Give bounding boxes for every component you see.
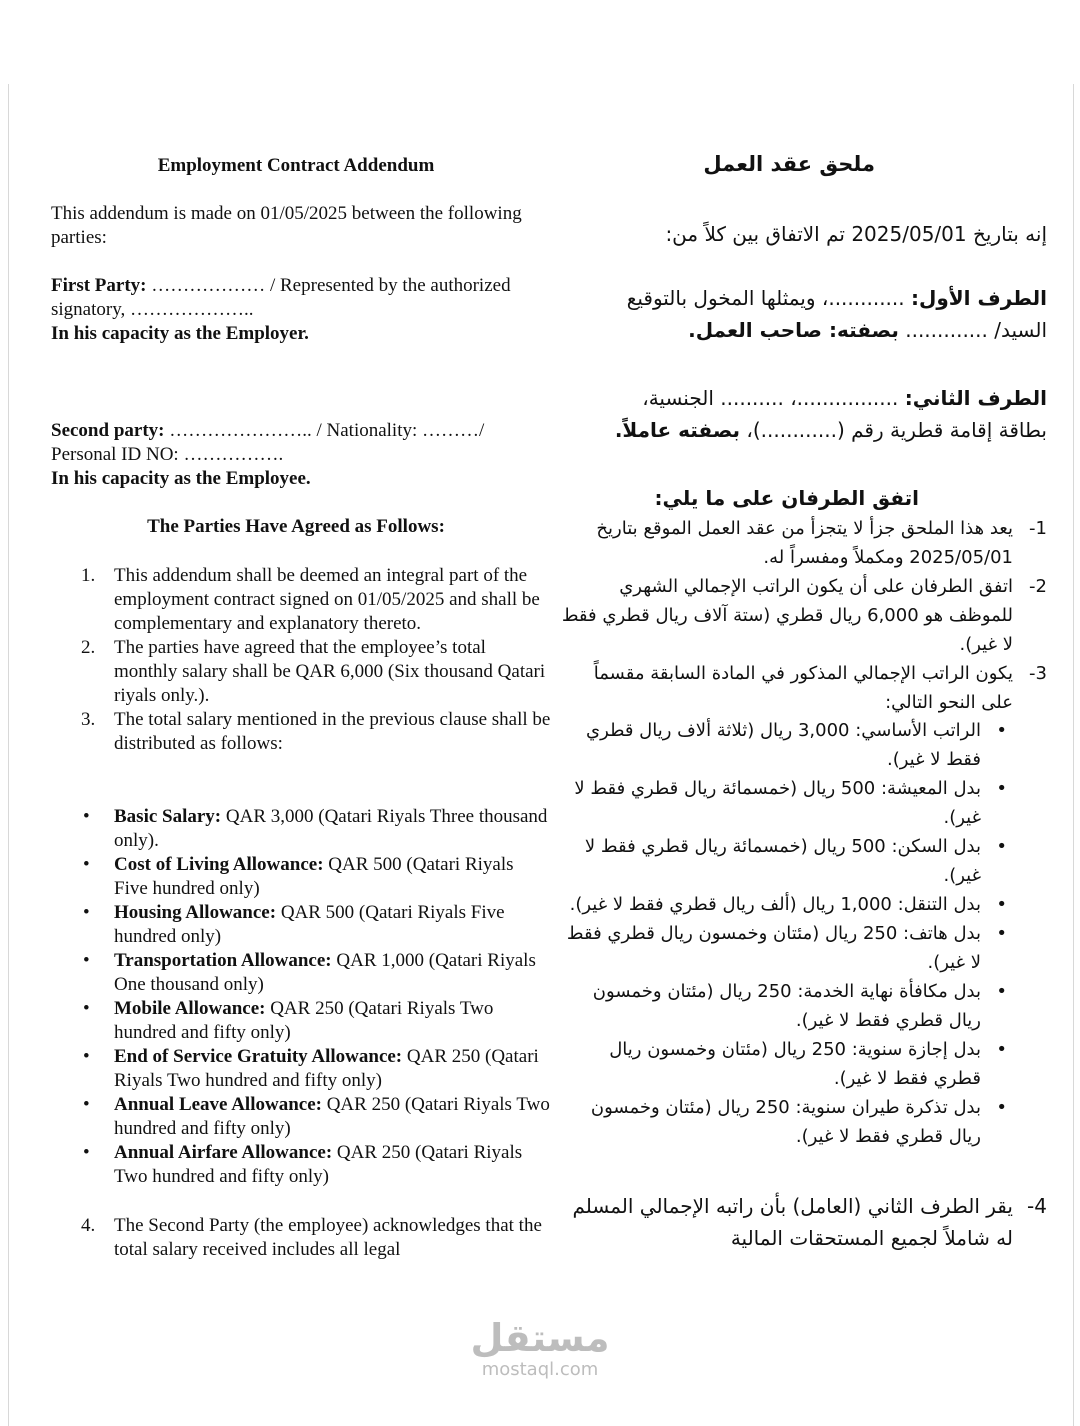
clause-number: 3. xyxy=(81,709,96,730)
ar-allowance-text: بدل التنقل: 1,000 ريال (ألف ريال قطري فقط لا غير). xyxy=(569,894,981,915)
arabic-clauses xyxy=(557,514,1047,717)
ar-clause-number: 2- xyxy=(1029,576,1047,597)
ar-second-party-label: الطرف الثاني: xyxy=(904,386,1047,410)
ar-clause-item xyxy=(557,1190,1047,1254)
clause-item xyxy=(51,1214,551,1262)
ar-allowance-item xyxy=(557,1035,1047,1093)
allowance-label: Housing Allowance: xyxy=(114,902,277,923)
ar-second-party-capacity: بصفته عاملاً. xyxy=(614,418,741,442)
allowance-item xyxy=(51,1045,551,1093)
english-clauses xyxy=(51,564,551,756)
ar-second-party-text: ................، .......... الجنسية، xyxy=(642,386,905,410)
bullet-icon: • xyxy=(996,778,1007,799)
bullet-icon: • xyxy=(996,720,1007,741)
ar-clause-text: اتفق الطرفان على أن يكون الراتب الإجمالي الشهري للموظف هو 6,000 ريال قطري (ستة آلاف ريال قطري فقط لا غير). xyxy=(561,576,1013,655)
ar-allowance-item xyxy=(557,832,1047,890)
second-party-label: Second party: xyxy=(51,420,165,441)
allowance-label: Annual Leave Allowance: xyxy=(114,1094,322,1115)
english-title: Employment Contract Addendum xyxy=(157,155,435,176)
bullet-icon: • xyxy=(83,902,90,923)
ar-allowance-text: بدل هاتف: 250 ريال (مئتان وخمسون ريال قطري فقط لا غير). xyxy=(566,923,981,973)
allowance-item xyxy=(51,949,551,997)
ar-allowance-text: الراتب الأساسي: 3,000 ريال (ثلاثة ألاف ريال قطري فقط لا غير). xyxy=(586,720,981,770)
bullet-icon: • xyxy=(996,1097,1007,1118)
ar-clause-text: يعد هذا الملحق جزأ لا يتجزأ من عقد العمل الموقع بتاريخ 2025/05/01 ومكملاً ومفسراً له. xyxy=(596,518,1013,568)
ar-first-party-line2: السيد/ ............. xyxy=(898,318,1047,342)
allowance-item xyxy=(51,901,551,949)
document-page xyxy=(8,84,1074,1426)
allowance-text: QAR 3,000 (Qatari Riyals Three thousand only). xyxy=(114,806,548,851)
clause-text: The Second Party (the employee) acknowledges that the total salary received includes all legal xyxy=(114,1215,542,1260)
arabic-allowances xyxy=(557,716,1047,1151)
second-party-text: ………………….. / Nationality: ………/ Personal ID NO: ……………. xyxy=(51,420,485,465)
bullet-icon: • xyxy=(996,894,1007,915)
ar-first-party-text: ............، ويمثلها المخول بالتوقيع xyxy=(626,286,911,310)
ar-allowance-text: بدل المعيشة: 500 ريال (خمسمائة ريال قطري فقط لا غير). xyxy=(574,778,981,828)
ar-allowance-text: بدل السكن: 500 ريال (خمسمائة ريال قطري فقط لا غير). xyxy=(584,836,981,886)
ar-second-party-line2: بطاقة إقامة قطرية رقم (............)، xyxy=(740,418,1047,442)
clause-item xyxy=(51,636,551,708)
ar-allowance-item xyxy=(557,1093,1047,1151)
english-second-party xyxy=(51,419,541,491)
bullet-icon: • xyxy=(83,1142,90,1163)
bullet-icon: • xyxy=(83,1094,90,1115)
allowance-item xyxy=(51,1093,551,1141)
bullet-icon: • xyxy=(83,950,90,971)
ar-allowance-text: بدل تذكرة طيران سنوية: 250 ريال (مئتان وخمسون ريال قطري فقط لا غير). xyxy=(590,1097,981,1147)
top-margin xyxy=(0,0,1080,84)
bullet-icon: • xyxy=(996,981,1007,1002)
ar-allowance-item xyxy=(557,890,1047,919)
arabic-first-party xyxy=(557,282,1047,346)
english-allowances xyxy=(51,805,551,1189)
ar-clause-item xyxy=(557,572,1047,659)
allowance-label: End of Service Gratuity Allowance: xyxy=(114,1046,403,1067)
bullet-icon: • xyxy=(83,854,90,875)
clause-number: 2. xyxy=(81,637,96,658)
first-party-capacity: In his capacity as the Employer. xyxy=(51,323,309,344)
english-intro: This addendum is made on 01/05/2025 between the following parties: xyxy=(51,203,522,248)
ar-allowance-text: بدل مكافأة نهاية الخدمة: 250 ريال (مئتان وخمسون ريال قطري فقط لا غير). xyxy=(592,981,981,1031)
english-clause-4 xyxy=(51,1214,551,1262)
allowance-item xyxy=(51,1141,551,1189)
ar-clause-text: يكون الراتب الإجمالي المذكور في المادة السابقة مقسماً على النحو التالي: xyxy=(593,663,1013,713)
allowance-label: Annual Airfare Allowance: xyxy=(114,1142,333,1163)
bullet-icon: • xyxy=(83,1046,90,1067)
clause-text: This addendum shall be deemed an integral part of the employment contract signed on 01/05/2025 and shall be complementary and explanatory thereto. xyxy=(114,565,540,634)
ar-clause-number: 3- xyxy=(1029,663,1047,684)
allowance-text: QAR 500 (Qatari Riyals Five hundred only) xyxy=(114,854,514,899)
watermark-url: mostaql.com xyxy=(481,1359,599,1380)
allowance-text: QAR 1,000 (Qatari Riyals One thousand only) xyxy=(114,950,536,995)
clause-item xyxy=(51,564,551,636)
ar-first-party-label: الطرف الأول: xyxy=(910,286,1047,310)
allowance-item xyxy=(51,853,551,901)
allowance-item xyxy=(51,997,551,1045)
ar-allowance-text: بدل إجازة سنوية: 250 ريال (مئتان وخمسون ريال قطري فقط لا غير). xyxy=(609,1039,981,1089)
ar-allowance-item xyxy=(557,716,1047,774)
bullet-icon: • xyxy=(996,1039,1007,1060)
arabic-title: ملحق عقد العمل xyxy=(703,152,875,176)
allowance-item xyxy=(51,805,551,853)
allowance-label: Mobile Allowance: xyxy=(114,998,266,1019)
arabic-second-party xyxy=(557,382,1047,446)
allowance-label: Cost of Living Allowance: xyxy=(114,854,324,875)
clause-number: 1. xyxy=(81,565,96,586)
ar-allowance-item xyxy=(557,774,1047,832)
ar-clause-number: 4- xyxy=(1027,1194,1047,1218)
ar-allowance-item xyxy=(557,919,1047,977)
english-first-party xyxy=(51,274,541,346)
ar-clause-item xyxy=(557,514,1047,572)
clause-number: 4. xyxy=(81,1215,96,1236)
ar-clause-item xyxy=(557,659,1047,717)
first-party-text: ……………… / Represented by the authorized signatory, ……………….. xyxy=(51,275,511,320)
ar-clause-text: يقر الطرف الثاني (العامل) بأن راتبه الإجمالي المسلم له شاملاً لجميع المستحقات المالية xyxy=(572,1194,1013,1250)
bullet-icon: • xyxy=(996,836,1007,857)
allowance-text: QAR 500 (Qatari Riyals Five hundred only) xyxy=(114,902,505,947)
second-party-capacity: In his capacity as the Employee. xyxy=(51,468,311,489)
english-agreed-heading: The Parties Have Agreed as Follows: xyxy=(147,516,445,537)
arabic-clause-4 xyxy=(557,1190,1047,1254)
clause-text: The total salary mentioned in the previous clause shall be distributed as follows: xyxy=(114,709,551,754)
ar-first-party-capacity: بصفته: صاحب العمل. xyxy=(688,318,899,342)
allowance-text: QAR 250 (Qatari Riyals Two hundred and fifty only) xyxy=(114,1142,523,1187)
watermark-logo: مستقل xyxy=(470,1316,610,1360)
clause-text: The parties have agreed that the employee’s total monthly salary shall be QAR 6,000 (Six thousand Qatari riyals only.). xyxy=(114,637,546,706)
ar-allowance-item xyxy=(557,977,1047,1035)
first-party-label: First Party: xyxy=(51,275,147,296)
clause-item xyxy=(51,708,551,756)
bullet-icon: • xyxy=(996,923,1007,944)
bullet-icon: • xyxy=(83,806,90,827)
allowance-text: QAR 250 (Qatari Riyals Two hundred and fifty only) xyxy=(114,1046,539,1091)
arabic-agreed-heading: اتفق الطرفان على ما يلي: xyxy=(654,486,919,510)
allowance-label: Transportation Allowance: xyxy=(114,950,332,971)
arabic-intro: إنه بتاريخ 2025/05/01 تم الاتفاق بين كلاً من: xyxy=(665,222,1047,246)
ar-clause-number: 1- xyxy=(1029,518,1047,539)
allowance-text: QAR 250 (Qatari Riyals Two hundred and fifty only) xyxy=(114,998,494,1043)
allowance-text: QAR 250 (Qatari Riyals Two hundred and fifty only) xyxy=(114,1094,550,1139)
watermark xyxy=(440,1316,640,1380)
allowance-label: Basic Salary: xyxy=(114,806,222,827)
bullet-icon: • xyxy=(83,998,90,1019)
